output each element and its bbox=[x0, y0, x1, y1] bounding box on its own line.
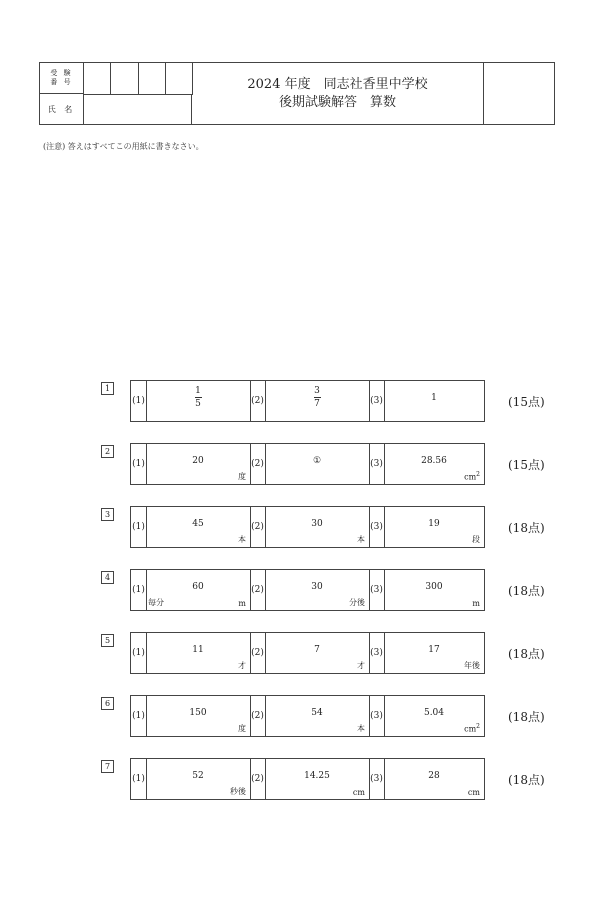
answer-cell[interactable] bbox=[265, 381, 370, 421]
answer-row bbox=[130, 695, 485, 737]
fraction-answer bbox=[146, 386, 250, 409]
answer-value: 30 bbox=[311, 519, 323, 529]
answer-label: (3) bbox=[369, 381, 385, 421]
answer-cell[interactable] bbox=[384, 507, 484, 547]
answer-cell[interactable] bbox=[384, 381, 484, 421]
answer-cell[interactable] bbox=[265, 633, 370, 673]
problem-points: (15点) bbox=[508, 458, 545, 472]
answer-value: 52 bbox=[192, 771, 204, 781]
answer-value: 14.25 bbox=[304, 771, 330, 781]
exam-number-digit-box[interactable] bbox=[110, 63, 139, 95]
answer-value: 60 bbox=[192, 582, 204, 592]
title-line-2: 後期試験解答 算数 bbox=[278, 95, 396, 110]
answer-cell[interactable] bbox=[384, 759, 484, 799]
answer-unit-text: 本 bbox=[357, 724, 365, 733]
name-label: 氏 名 bbox=[40, 94, 84, 125]
answer-cell[interactable] bbox=[146, 633, 251, 673]
answer-label: (3) bbox=[369, 633, 385, 673]
fraction-bar bbox=[314, 397, 321, 398]
answer-cell[interactable] bbox=[384, 696, 484, 736]
answer-label: (1) bbox=[131, 570, 147, 610]
answer-unit bbox=[472, 599, 480, 608]
fraction-numerator: 1 bbox=[195, 386, 201, 396]
answer-cell[interactable] bbox=[146, 696, 251, 736]
fraction-answer bbox=[265, 386, 369, 409]
answer-cell[interactable] bbox=[146, 570, 251, 610]
problem-points: (15点) bbox=[508, 395, 545, 409]
answer-label: (3) bbox=[369, 759, 385, 799]
answer-label: (2) bbox=[250, 507, 266, 547]
header-table bbox=[39, 62, 555, 125]
answer-value: 5.04 bbox=[423, 708, 445, 718]
exam-number-digit-box[interactable] bbox=[84, 63, 111, 95]
problem-number: 2 bbox=[101, 445, 114, 458]
answer-unit bbox=[472, 534, 480, 545]
answer-cell[interactable] bbox=[265, 696, 370, 736]
answer-cell[interactable] bbox=[384, 570, 484, 610]
answer-label: (1) bbox=[131, 633, 147, 673]
answer-cell[interactable] bbox=[265, 759, 370, 799]
answer-unit-text: 本 bbox=[357, 535, 365, 544]
answer-value: 28.56 bbox=[421, 456, 447, 466]
problem-number: 1 bbox=[101, 382, 114, 395]
answer-unit bbox=[464, 660, 480, 671]
answer-label: (3) bbox=[369, 507, 385, 547]
problem-number: 4 bbox=[101, 571, 114, 584]
answer-value: 17 bbox=[428, 645, 440, 655]
answer-label: (1) bbox=[131, 444, 147, 484]
name-field[interactable] bbox=[84, 94, 192, 125]
problem-number: 3 bbox=[101, 508, 114, 521]
answer-unit bbox=[468, 788, 480, 797]
answer-unit bbox=[238, 599, 246, 608]
problem-points: (18点) bbox=[508, 584, 545, 598]
answer-label: (1) bbox=[131, 507, 147, 547]
answer-row bbox=[130, 569, 485, 611]
answer-label: (3) bbox=[369, 444, 385, 484]
answer-unit bbox=[230, 786, 246, 797]
answer-cell[interactable] bbox=[265, 507, 370, 547]
problem-number: 6 bbox=[101, 697, 114, 710]
answer-unit-text: cm bbox=[464, 473, 477, 482]
answer-unit-text: cm bbox=[352, 788, 365, 797]
answer-row bbox=[130, 506, 485, 548]
answer-cell[interactable] bbox=[384, 633, 484, 673]
answer-value: 7 bbox=[314, 645, 320, 655]
answer-unit-text: 段 bbox=[472, 535, 480, 544]
answer-row bbox=[130, 443, 485, 485]
answer-unit bbox=[238, 660, 246, 671]
answer-label: (1) bbox=[131, 381, 147, 421]
exam-number-digit-box[interactable] bbox=[165, 63, 193, 95]
answer-unit-text: 度 bbox=[238, 724, 246, 733]
title-line-1: 2024 年度 同志社香里中学校 bbox=[247, 77, 428, 92]
answer-unit bbox=[353, 788, 365, 797]
fraction-numerator: 3 bbox=[314, 386, 320, 396]
fraction-bar bbox=[195, 397, 202, 398]
instruction-note: (注意) 答えはすべてこの用紙に書きなさい。 bbox=[43, 142, 204, 151]
answer-value: 1 bbox=[431, 393, 437, 403]
answer-unit-text: 才 bbox=[357, 661, 365, 670]
answer-value: 20 bbox=[192, 456, 204, 466]
answer-label: (2) bbox=[250, 570, 266, 610]
fraction-denominator: 5 bbox=[195, 399, 201, 409]
exam-number-label: 受 験 番 号 bbox=[40, 63, 84, 94]
answer-unit bbox=[464, 471, 480, 482]
answer-cell[interactable] bbox=[146, 444, 251, 484]
answer-label: (2) bbox=[250, 696, 266, 736]
answer-cell[interactable] bbox=[265, 570, 370, 610]
answer-value: 45 bbox=[192, 519, 204, 529]
answer-unit-text: m bbox=[472, 599, 480, 608]
answer-row bbox=[130, 632, 485, 674]
answer-unit bbox=[238, 471, 246, 482]
answer-value: 11 bbox=[192, 645, 204, 655]
answer-unit-text: cm bbox=[467, 788, 480, 797]
answer-unit bbox=[349, 597, 365, 608]
answer-unit-text: 度 bbox=[238, 472, 246, 481]
answer-value: 28 bbox=[428, 771, 440, 781]
problem-points: (18点) bbox=[508, 710, 545, 724]
answer-unit bbox=[238, 723, 246, 734]
answer-unit bbox=[238, 534, 246, 545]
answer-value: ① bbox=[312, 456, 322, 466]
problem-points: (18点) bbox=[508, 647, 545, 661]
answer-unit bbox=[357, 534, 365, 545]
answer-label: (1) bbox=[131, 696, 147, 736]
answer-cell[interactable] bbox=[265, 444, 370, 484]
answer-unit-text: 秒後 bbox=[230, 787, 246, 796]
answer-label: (3) bbox=[369, 696, 385, 736]
problem-number: 5 bbox=[101, 634, 114, 647]
answer-cell[interactable] bbox=[146, 759, 251, 799]
answer-cell[interactable] bbox=[146, 381, 251, 421]
problem-points: (18点) bbox=[508, 773, 545, 787]
answer-unit-text: 年後 bbox=[464, 661, 480, 670]
answer-value: 54 bbox=[311, 708, 323, 718]
answer-unit-prefix: 毎分 bbox=[148, 598, 164, 607]
answer-unit-superscript: 2 bbox=[476, 723, 480, 731]
answer-cell[interactable] bbox=[146, 507, 251, 547]
exam-number-digit-box[interactable] bbox=[138, 63, 166, 95]
answer-unit bbox=[357, 723, 365, 734]
answer-cell[interactable] bbox=[384, 444, 484, 484]
answer-row bbox=[130, 758, 485, 800]
answer-label: (2) bbox=[250, 633, 266, 673]
answer-unit-text: 本 bbox=[238, 535, 246, 544]
answer-value: 300 bbox=[425, 582, 443, 592]
answer-unit bbox=[464, 723, 480, 734]
answer-unit-text: 才 bbox=[238, 661, 246, 670]
answer-label: (1) bbox=[131, 759, 147, 799]
answer-unit-superscript: 2 bbox=[476, 471, 480, 479]
page-title bbox=[192, 63, 484, 125]
problem-points: (18点) bbox=[508, 521, 545, 535]
problem-number: 7 bbox=[101, 760, 114, 773]
fraction-denominator: 7 bbox=[314, 399, 320, 409]
answer-label: (2) bbox=[250, 381, 266, 421]
answer-label: (2) bbox=[250, 759, 266, 799]
answer-value: 150 bbox=[189, 708, 207, 718]
answer-row bbox=[130, 380, 485, 422]
answer-value: 30 bbox=[311, 582, 323, 592]
answer-label: (2) bbox=[250, 444, 266, 484]
answer-unit-text: cm bbox=[464, 725, 477, 734]
answer-value: 19 bbox=[428, 519, 440, 529]
answer-unit bbox=[357, 660, 365, 671]
answer-label: (3) bbox=[369, 570, 385, 610]
answer-unit-text: 分後 bbox=[349, 598, 365, 607]
answer-unit-text: m bbox=[238, 599, 246, 608]
